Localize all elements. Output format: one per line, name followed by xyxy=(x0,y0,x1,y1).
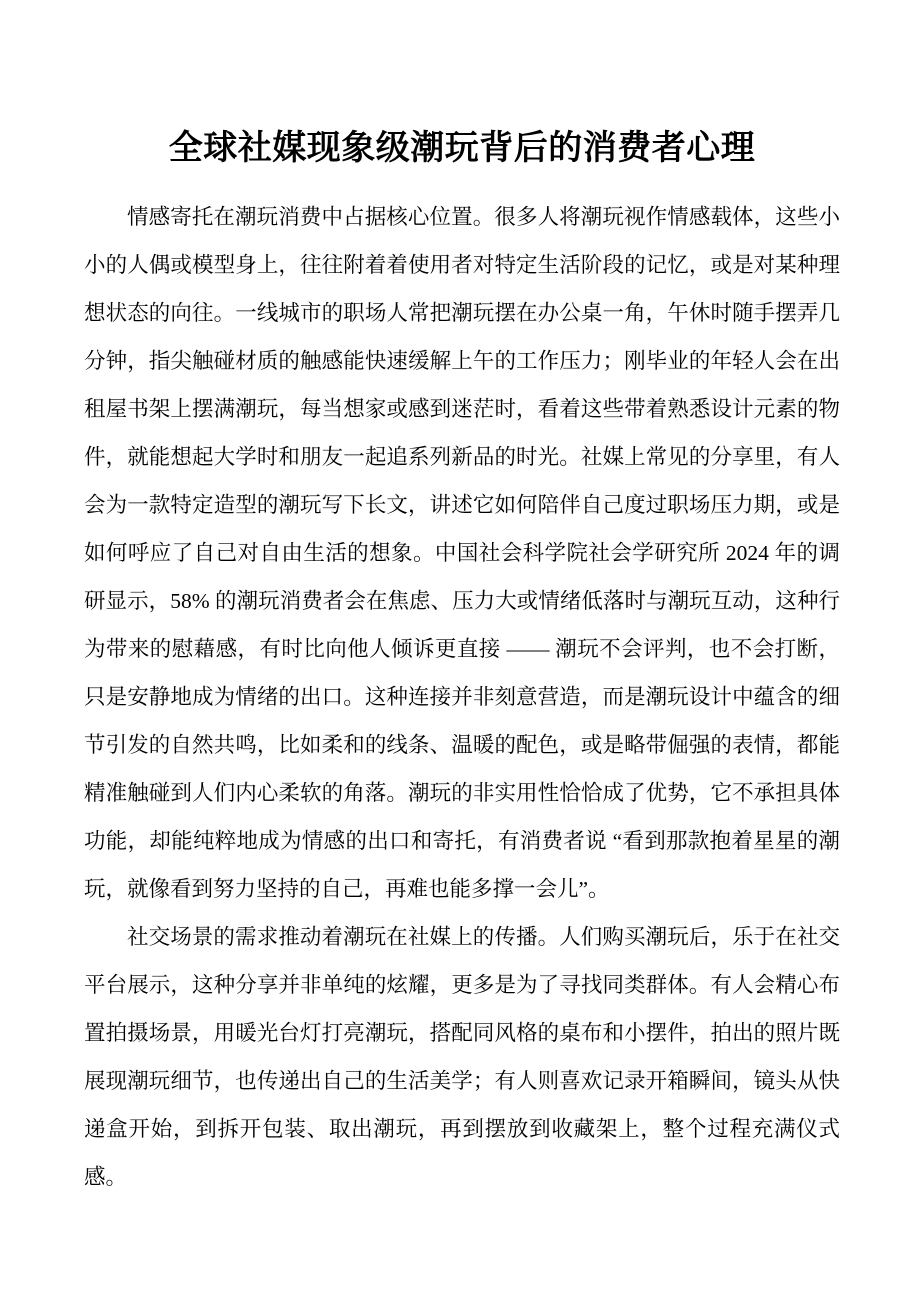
paragraph-emotional-attachment: 情感寄托在潮玩消费中占据核心位置。很多人将潮玩视作情感载体，这些小小的人偶或模型身上，往往附着着使用者对特定生活阶段的记忆，或是对某种理想状态的向往。一线城市的职场人常把潮玩摆在办公桌一角，午休时随手摆弄几分钟，指尖触碰材质的触感能快速缓解上午的工作压力；刚毕业的年轻人会在出租屋书架上摆满潮玩，每当想家或感到迷茫时，看着这些带着熟悉设计元素的物件，就能想起大学时和朋友一起追系列新品的时光。社媒上常见的分享里，有人会为一款特定造型的潮玩写下长文，讲述它如何陪伴自己度过职场压力期，或是如何呼应了自己对自由生活的想象。中国社会科学院社会学研究所 2024 年的调研显示，58% 的潮玩消费者会在焦虑、压力大或情绪低落时与潮玩互动，这种行为带来的慰藉感，有时比向他人倾诉更直接 —— 潮玩不会评判，也不会打断，只是安静地成为情绪的出口。这种连接并非刻意营造，而是潮玩设计中蕴含的细节引发的自然共鸣，比如柔和的线条、温暖的配色，或是略带倔强的表情，都能精准触碰到人们内心柔软的角落。潮玩的非实用性恰恰成了优势，它不承担具体功能，却能纯粹地成为情感的出口和寄托，有消费者说 “看到那款抱着星星的潮玩，就像看到努力坚持的自己，再难也能多撑一会儿”。 xyxy=(84,205,840,901)
document-title: 全球社媒现象级潮玩背后的消费者心理 xyxy=(168,129,756,167)
paragraph-social-sharing: 社交场景的需求推动着潮玩在社媒上的传播。人们购买潮玩后，乐于在社交平台展示，这种分享并非单纯的炫耀，更多是为了寻找同类群体。有人会精心布置拍摄场景，用暖光台灯打亮潮玩，搭配同风格的桌布和小摆件，拍出的照片既展现潮玩细节，也传递出自己的生活美学；有人则喜欢记录开箱瞬间，镜头从快递盒开始，到拆开包装、取出潮玩，再到摆放到收藏架上，整个过程充满仪式感。 xyxy=(84,925,840,1189)
